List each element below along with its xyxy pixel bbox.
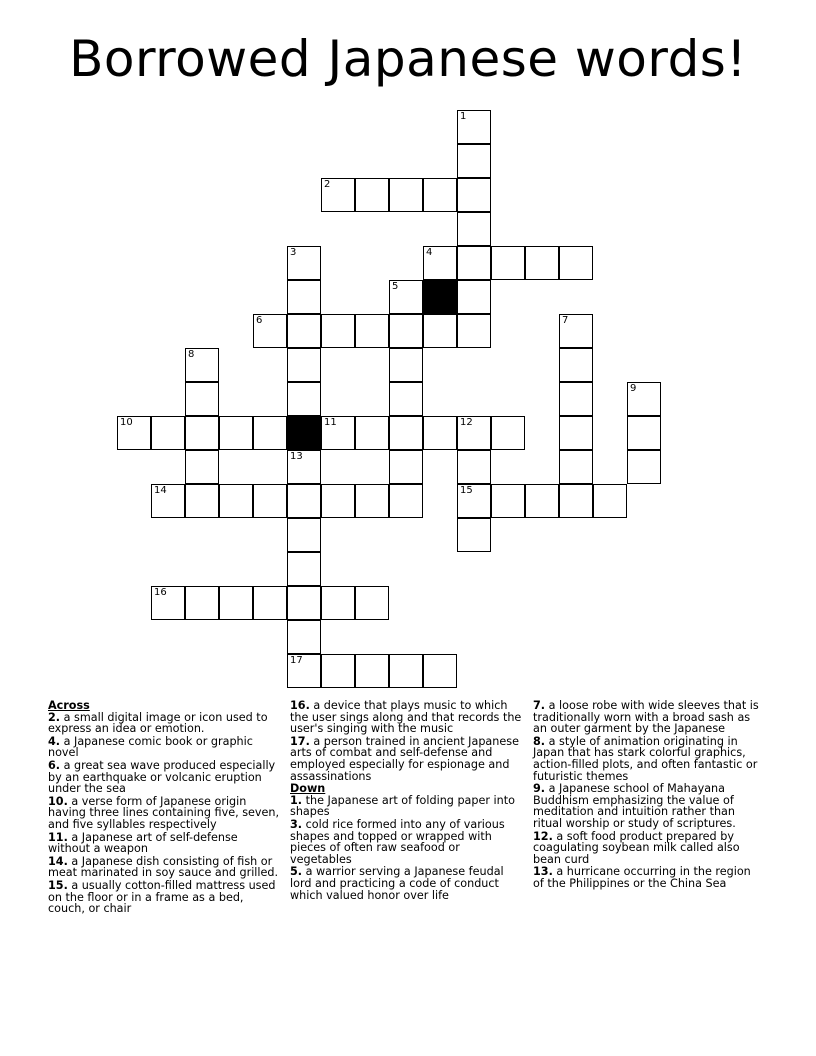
- grid-cell[interactable]: [355, 314, 389, 348]
- grid-cell[interactable]: [389, 280, 423, 314]
- grid-cell[interactable]: [287, 450, 321, 484]
- grid-cell[interactable]: [253, 314, 287, 348]
- grid-cell[interactable]: [185, 450, 219, 484]
- black-square: [287, 416, 321, 450]
- grid-cell[interactable]: [457, 314, 491, 348]
- grid-cell[interactable]: [355, 178, 389, 212]
- clue-down-8: 8. a style of animation originating in Japan that has stark colorful graphics, action-filled plots, and often fantastic or futuristic themes: [533, 734, 758, 783]
- clue-number: 10: [120, 417, 133, 428]
- clue-down-13: 13. a hurricane occurring in the region of the Philippines or the China Sea: [533, 865, 751, 890]
- clue-across-4: 4. a Japanese comic book or graphic novel: [48, 734, 253, 760]
- clue-number: 13: [290, 451, 303, 462]
- grid-cell[interactable]: [321, 654, 355, 688]
- grid-cell[interactable]: [627, 450, 661, 484]
- grid-cell[interactable]: [491, 484, 525, 518]
- grid-cell[interactable]: [219, 484, 253, 518]
- clue-down-5: 5. a warrior serving a Japanese feudal lord and practicing a code of conduct which valued honor over life: [290, 865, 504, 902]
- grid-cell[interactable]: [219, 416, 253, 450]
- grid-cell[interactable]: [559, 450, 593, 484]
- clue-across-11: 11. a Japanese art of self-defense without a weapon: [48, 830, 238, 856]
- clue-number: 1: [460, 111, 467, 122]
- grid-cell[interactable]: [457, 144, 491, 178]
- clue-number: 9: [630, 383, 637, 394]
- grid-cell[interactable]: [389, 314, 423, 348]
- clue-down-7: 7. a loose robe with wide sleeves that is traditionally worn with a broad sash as an outer garment by the Japanese: [533, 699, 759, 736]
- clue-number: 15: [460, 485, 473, 496]
- grid-cell[interactable]: [389, 450, 423, 484]
- clue-down-9: 9. a Japanese school of Mahayana Buddhism emphasizing the value of meditation and intuition rather than ritual worship or study of scriptures.: [533, 782, 736, 830]
- grid-cell[interactable]: [151, 586, 185, 620]
- grid-cell[interactable]: [355, 416, 389, 450]
- grid-cell[interactable]: [491, 416, 525, 450]
- clue-column-3: [533, 700, 765, 891]
- grid-cell[interactable]: [627, 416, 661, 450]
- grid-cell[interactable]: [457, 110, 491, 144]
- grid-cell[interactable]: [559, 416, 593, 450]
- grid-cell[interactable]: [321, 314, 355, 348]
- grid-cell[interactable]: [287, 654, 321, 688]
- grid-cell[interactable]: [185, 586, 219, 620]
- grid-cell[interactable]: [287, 552, 321, 586]
- grid-cell[interactable]: [389, 348, 423, 382]
- grid-cell[interactable]: [151, 484, 185, 518]
- clue-number: 8: [188, 349, 195, 360]
- grid-cell[interactable]: [593, 484, 627, 518]
- across-heading: Across: [48, 699, 90, 712]
- clue-number: 7: [562, 315, 569, 326]
- grid-cell[interactable]: [287, 246, 321, 280]
- clue-down-3: 3. cold rice formed into any of various shapes and topped or wrapped with pieces of often raw seafood or vegetables: [290, 817, 505, 866]
- clue-down-1: 1. the Japanese art of folding paper into shapes: [290, 793, 515, 819]
- grid-cell[interactable]: [627, 382, 661, 416]
- grid-cell[interactable]: [389, 416, 423, 450]
- page-title: Borrowed Japanese words!: [69, 30, 747, 88]
- grid-cell[interactable]: [151, 416, 185, 450]
- grid-cell[interactable]: [559, 348, 593, 382]
- grid-cell[interactable]: [321, 484, 355, 518]
- grid-cell[interactable]: [423, 246, 457, 280]
- grid-cell[interactable]: [185, 416, 219, 450]
- grid-cell[interactable]: [287, 348, 321, 382]
- grid-cell[interactable]: [457, 484, 491, 518]
- grid-cell[interactable]: [559, 314, 593, 348]
- clue-number: 11: [324, 417, 337, 428]
- grid-cell[interactable]: [253, 416, 287, 450]
- clue-across-10: 10. a verse form of Japanese origin having three lines containing five, seven, and five syllables respectively: [48, 794, 280, 831]
- grid-cell[interactable]: [559, 382, 593, 416]
- clue-across-16: 16. a device that plays music to which the user sings along and that records the user's singing with the music: [290, 699, 522, 736]
- clue-number: 6: [256, 315, 263, 326]
- grid-cell[interactable]: [287, 314, 321, 348]
- clue-across-17: 17. a person trained in ancient Japanese arts of combat and self-defense and employed especially for espionage and assassinations: [290, 734, 519, 783]
- grid-cell[interactable]: [389, 484, 423, 518]
- grid-cell[interactable]: [457, 178, 491, 212]
- grid-cell[interactable]: [389, 178, 423, 212]
- grid-cell[interactable]: [355, 654, 389, 688]
- grid-cell[interactable]: [287, 484, 321, 518]
- grid-cell[interactable]: [117, 416, 151, 450]
- grid-cell[interactable]: [253, 484, 287, 518]
- grid-cell[interactable]: [457, 518, 491, 552]
- grid-cell[interactable]: [253, 586, 287, 620]
- grid-cell[interactable]: [287, 518, 321, 552]
- clue-number: 12: [460, 417, 473, 428]
- grid-cell[interactable]: [389, 382, 423, 416]
- grid-cell[interactable]: [287, 382, 321, 416]
- clue-across-2: 2. a small digital image or icon used to express an idea or emotion.: [48, 710, 268, 736]
- grid-cell[interactable]: [321, 416, 355, 450]
- grid-cell[interactable]: [355, 586, 389, 620]
- grid-cell[interactable]: [389, 654, 423, 688]
- grid-cell[interactable]: [423, 314, 457, 348]
- grid-cell[interactable]: [457, 450, 491, 484]
- clue-column-1: [48, 700, 280, 916]
- grid-cell[interactable]: [525, 246, 559, 280]
- clue-column-2: [290, 700, 522, 902]
- clue-number: 5: [392, 281, 399, 292]
- grid-cell[interactable]: [185, 382, 219, 416]
- grid-cell[interactable]: [321, 178, 355, 212]
- clue-number: 3: [290, 247, 297, 258]
- grid-cell[interactable]: [491, 246, 525, 280]
- grid-cell[interactable]: [287, 280, 321, 314]
- black-square: [423, 280, 457, 314]
- grid-cell[interactable]: [457, 416, 491, 450]
- clue-number: 2: [324, 179, 331, 190]
- grid-cell[interactable]: [457, 280, 491, 314]
- grid-cell[interactable]: [287, 620, 321, 654]
- grid-cell[interactable]: [559, 246, 593, 280]
- clue-down-12: 12. a soft food product prepared by coagulating soybean milk called also bean curd: [533, 829, 740, 866]
- clue-number: 16: [154, 587, 167, 598]
- clue-number: 17: [290, 655, 303, 666]
- grid-cell[interactable]: [219, 586, 253, 620]
- grid-cell[interactable]: [559, 484, 593, 518]
- grid-cell[interactable]: [457, 212, 491, 246]
- down-heading: Down: [290, 782, 326, 796]
- grid-cell[interactable]: [423, 654, 457, 688]
- clue-across-14: 14. a Japanese dish consisting of fish or meat marinated in soy sauce and grilled.: [48, 854, 279, 880]
- grid-cell[interactable]: [355, 484, 389, 518]
- clue-across-6: 6. a great sea wave produced especially by an earthquake or volcanic eruption under the sea: [48, 758, 276, 796]
- grid-cell[interactable]: [525, 484, 559, 518]
- clue-number: 4: [426, 247, 433, 258]
- grid-cell[interactable]: [185, 484, 219, 518]
- grid-cell[interactable]: [185, 348, 219, 382]
- clue-number: 14: [154, 485, 167, 496]
- grid-cell[interactable]: [321, 586, 355, 620]
- grid-cell[interactable]: [457, 246, 491, 280]
- grid-cell[interactable]: [423, 416, 457, 450]
- clue-across-15: 15. a usually cotton-filled mattress used on the floor or in a frame as a bed, couch, or chair: [48, 878, 276, 916]
- grid-cell[interactable]: [423, 178, 457, 212]
- grid-cell[interactable]: [287, 586, 321, 620]
